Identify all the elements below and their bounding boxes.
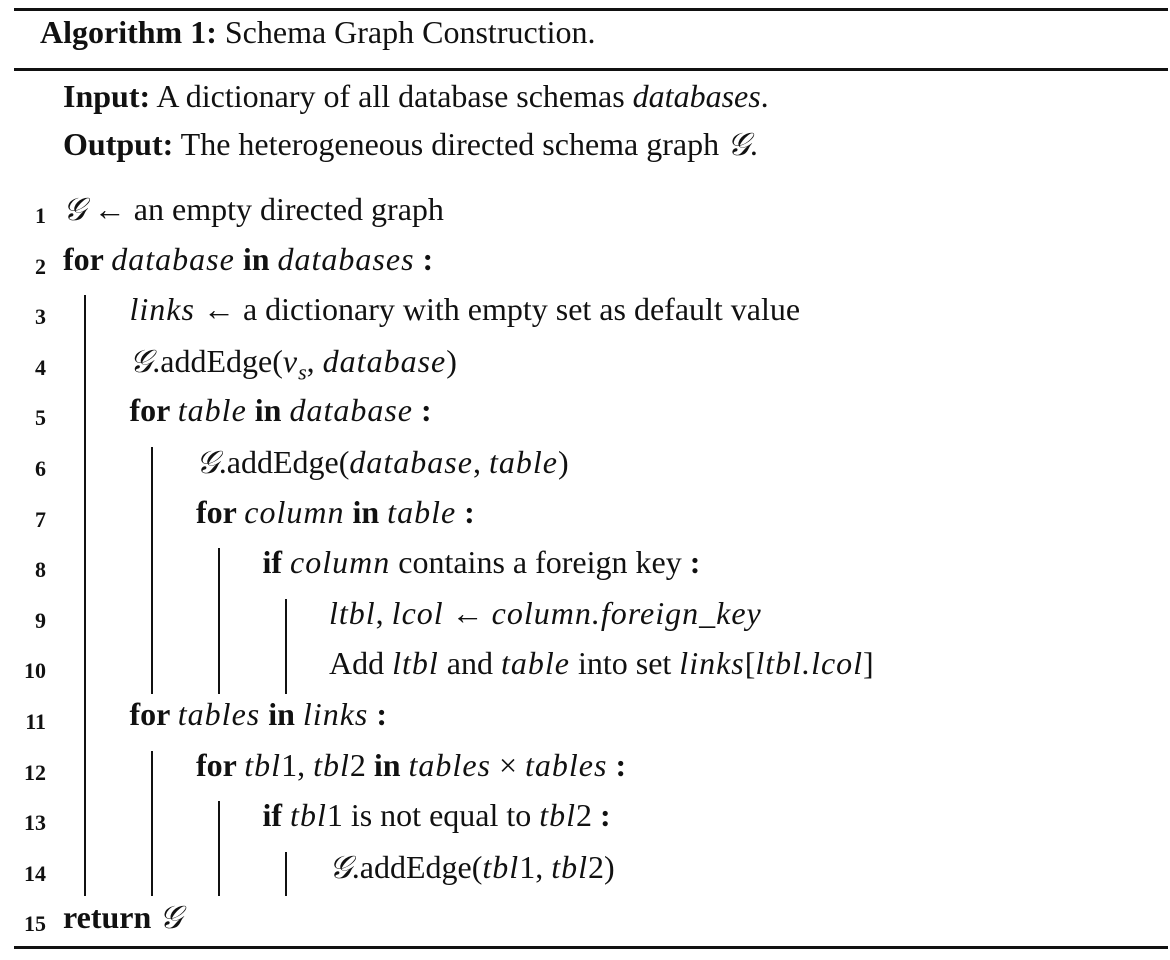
code-token: tbl [313, 746, 350, 783]
code-token: : [413, 392, 432, 429]
block-bar [84, 295, 86, 896]
block-bar [218, 548, 220, 694]
code-token: s [298, 359, 307, 385]
code-token: for [129, 392, 178, 429]
code-token: ) [446, 342, 457, 379]
code-line [329, 645, 874, 682]
line-number: 7 [35, 506, 46, 532]
line-number: 15 [24, 911, 46, 937]
code-token: database [289, 392, 413, 429]
code-token: for [63, 240, 112, 277]
input-spec [63, 78, 769, 115]
code-line [130, 696, 388, 733]
code-token: 1, [281, 746, 314, 783]
output-spec [63, 125, 758, 164]
code-token: for [196, 493, 245, 530]
code-token: .addEdge( [152, 342, 283, 379]
code-token: databases [277, 240, 415, 277]
code-token: : [368, 696, 387, 732]
code-token: if [262, 797, 291, 834]
code-token: tbl [290, 797, 327, 834]
algorithm-label: Algorithm 1: [40, 14, 217, 50]
code-token: tbl [244, 746, 282, 783]
block-bar [218, 801, 220, 896]
output-end: . [749, 126, 758, 162]
algorithm-caption [40, 14, 595, 51]
code-token: v [282, 342, 299, 379]
algorithm-title: Schema Graph Construction. [224, 14, 596, 50]
code-token: : [689, 544, 701, 581]
line-number: 13 [24, 810, 46, 836]
line-number: 11 [25, 709, 46, 734]
code-token: [ [744, 645, 756, 682]
code-line [130, 342, 457, 385]
code-token: in [246, 392, 290, 429]
line-number: 6 [35, 456, 46, 481]
code-token: column.foreign_key [491, 594, 762, 631]
block-bar [285, 599, 287, 694]
line-number: 9 [35, 607, 46, 633]
line-number: 5 [35, 405, 46, 431]
code-token: for [129, 696, 178, 732]
code-token: ) [557, 444, 569, 480]
code-token: 2 [576, 797, 601, 834]
code-token: database [322, 342, 447, 379]
top-rule [14, 8, 1168, 11]
code-token: .addEdge( [351, 848, 483, 885]
code-token: links [679, 645, 745, 682]
code-token: table [488, 444, 558, 480]
code-line [130, 291, 801, 328]
line-number: 1 [35, 203, 46, 228]
code-line [329, 595, 762, 632]
code-token: column [290, 544, 391, 581]
code-token: links [302, 696, 369, 732]
block-bar [285, 852, 287, 897]
code-token: column [244, 493, 345, 530]
code-token: 𝒢 [63, 190, 86, 228]
code-token: tables [408, 746, 491, 783]
code-token: × [490, 746, 526, 783]
code-token: tbl [539, 797, 577, 834]
input-end: . [760, 78, 769, 114]
code-token: return [63, 899, 160, 936]
code-token: ← a dictionary with empty set as default value [194, 291, 801, 328]
code-token: Add [329, 645, 393, 682]
code-token: , [375, 594, 392, 631]
code-token: database [349, 444, 473, 480]
input-text: A dictionary of all database schemas [156, 78, 633, 114]
input-label: Input: [63, 78, 151, 114]
code-line [196, 747, 626, 784]
line-number: 2 [35, 253, 46, 279]
caption-rule [14, 68, 1168, 71]
code-token: in [260, 696, 303, 732]
line-number: 12 [24, 759, 46, 785]
code-line [63, 241, 433, 278]
code-token: , [306, 342, 323, 379]
code-token: in [234, 240, 278, 277]
code-token: tables [525, 746, 608, 783]
code-token: ltbl [392, 645, 439, 682]
code-token: links [129, 291, 195, 328]
code-token: and [438, 645, 501, 682]
code-token: if [262, 544, 291, 581]
block-bar [151, 751, 153, 897]
code-token: : [600, 797, 611, 834]
code-line [263, 797, 611, 834]
code-token: , [472, 444, 489, 480]
code-token: : [456, 493, 475, 530]
code-token: : [414, 240, 434, 277]
code-token: tbl [551, 848, 588, 885]
code-line [63, 898, 182, 937]
code-line [130, 392, 432, 429]
line-number: 10 [24, 658, 46, 684]
line-number: 14 [24, 860, 46, 886]
code-token: 2) [587, 848, 615, 885]
code-token: 𝒢 [129, 341, 153, 380]
code-line [263, 544, 701, 581]
code-line [196, 443, 569, 482]
code-token: lcol [391, 594, 444, 631]
code-line [196, 494, 475, 531]
code-token: ltbl [329, 594, 376, 631]
code-token: table [177, 392, 247, 429]
output-text: The heterogeneous directed schema graph [180, 126, 728, 162]
code-token: 𝒢 [159, 898, 183, 937]
code-token: : [607, 746, 627, 783]
code-token: .addEdge( [218, 444, 350, 480]
code-token: 1, [519, 848, 552, 885]
code-token: into set [569, 645, 680, 682]
output-var: 𝒢 [727, 125, 750, 163]
input-var: databases [632, 78, 761, 114]
output-label: Output: [63, 126, 174, 162]
code-line [63, 190, 444, 229]
code-token: tables [177, 696, 261, 732]
code-token: ← [443, 594, 492, 631]
code-token: in [373, 746, 409, 783]
code-token: in [344, 493, 388, 530]
line-number: 3 [35, 304, 46, 330]
code-token: 1 is not equal to [326, 797, 540, 834]
code-token: table [387, 493, 457, 530]
block-bar [151, 447, 153, 694]
code-token: table [500, 645, 570, 682]
code-token: 2 [349, 746, 374, 783]
code-token: tbl [482, 848, 520, 885]
code-line [329, 848, 615, 887]
code-token: ] [863, 645, 874, 682]
code-token: 𝒢 [196, 443, 219, 481]
code-token: 𝒢 [329, 847, 352, 886]
line-number: 8 [35, 557, 46, 583]
line-number: 4 [35, 354, 46, 380]
code-token: ← an empty directed graph [85, 191, 444, 227]
code-token: ltbl.lcol [755, 645, 864, 682]
code-token: for [196, 746, 245, 783]
code-token: database [111, 240, 235, 277]
bottom-rule [14, 946, 1168, 949]
code-token: contains a foreign key [390, 544, 690, 581]
